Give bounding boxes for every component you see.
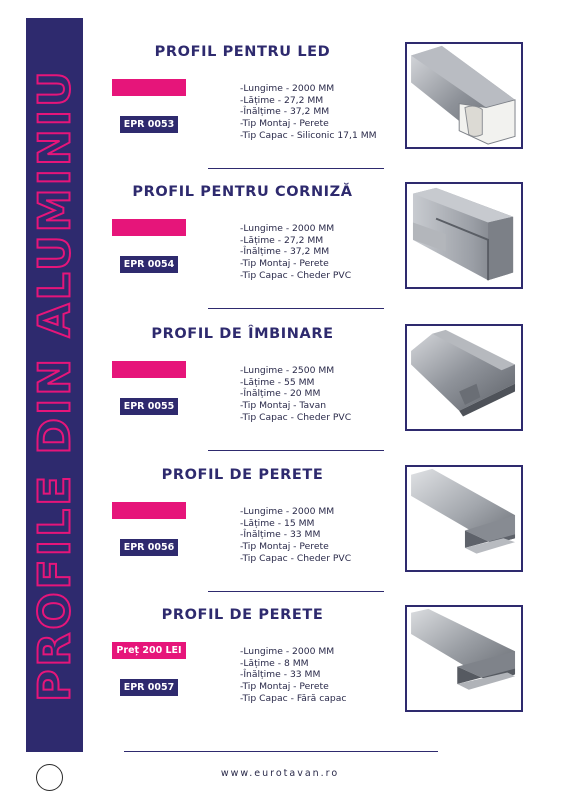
led-profile-photo	[405, 42, 523, 149]
spec-mounting: -Tip Montaj - Perete	[240, 258, 329, 270]
price-badge	[112, 502, 186, 519]
spec-width: -Lățime - 55 MM	[240, 376, 315, 388]
section-divider	[208, 168, 384, 169]
page-marker-circle	[36, 764, 63, 791]
spec-cover: -Tip Capac - Cheder PVC	[240, 269, 352, 281]
price-badge	[112, 361, 186, 378]
product-specs	[240, 223, 400, 282]
product-title: PROFIL DE ÎMBINARE	[151, 326, 334, 342]
product-title: PROFIL PENTRU LED	[154, 44, 331, 60]
spec-cover: -Tip Capac - Fără capac	[240, 692, 347, 704]
spec-length: -Lungime - 2500 MM	[240, 365, 335, 376]
spec-mounting: -Tip Montaj - Perete	[240, 681, 329, 693]
spec-length: -Lungime - 2000 MM	[240, 83, 335, 94]
spec-length: -Lungime - 2000 MM	[240, 646, 335, 657]
spec-cover: -Tip Capac - Cheder PVC	[240, 411, 352, 423]
spec-cover: -Tip Capac - Siliconic 17,1 MM	[240, 129, 377, 141]
section-divider	[208, 308, 384, 309]
wall-profile-photo	[405, 605, 523, 712]
spec-height: -Înălțime - 33 MM	[240, 529, 321, 541]
product-title: PROFIL DE PERETE	[161, 607, 324, 623]
product-code: EPR 0054	[120, 256, 178, 273]
product-specs	[240, 83, 400, 142]
product-card	[100, 326, 530, 466]
spec-mounting: -Tip Montaj - Perete	[240, 541, 329, 553]
product-specs	[240, 506, 400, 565]
price-badge	[112, 79, 186, 96]
footer-website: www.eurotavan.ro	[220, 768, 340, 779]
product-card	[100, 44, 530, 184]
product-code: EPR 0055	[120, 398, 178, 415]
spec-length: -Lungime - 2000 MM	[240, 223, 335, 234]
spec-mounting: -Tip Montaj - Tavan	[240, 400, 327, 412]
spec-width: -Lățime - 27,2 MM	[240, 94, 324, 106]
product-code: EPR 0053	[120, 116, 178, 133]
spec-cover: -Tip Capac - Cheder PVC	[240, 552, 352, 564]
cornice-profile-photo	[405, 182, 523, 289]
spec-height: -Înălțime - 33 MM	[240, 669, 321, 681]
section-divider	[208, 450, 384, 451]
product-card	[100, 607, 530, 747]
product-card	[100, 467, 530, 607]
product-specs	[240, 646, 400, 705]
product-code: EPR 0056	[120, 539, 178, 556]
section-divider	[208, 591, 384, 592]
joining-profile-photo	[405, 324, 523, 431]
footer-divider	[124, 751, 438, 752]
product-card	[100, 184, 530, 324]
product-code: EPR 0057	[120, 679, 178, 696]
spec-width: -Lățime - 27,2 MM	[240, 234, 324, 246]
spec-height: -Înălțime - 20 MM	[240, 388, 321, 400]
spec-width: -Lățime - 8 MM	[240, 657, 309, 669]
sidebar-title: PROFILE DIN ALUMINIU	[29, 68, 80, 702]
sidebar-banner	[26, 18, 83, 752]
spec-height: -Înălțime - 37,2 MM	[240, 246, 330, 258]
spec-height: -Înălțime - 37,2 MM	[240, 106, 330, 118]
product-specs	[240, 365, 400, 424]
product-title: PROFIL DE PERETE	[161, 467, 324, 483]
wall-profile-photo	[405, 465, 523, 572]
price-badge	[112, 219, 186, 236]
spec-width: -Lățime - 15 MM	[240, 517, 315, 529]
product-title: PROFIL PENTRU CORNIZĂ	[132, 184, 353, 200]
price-badge: Preț 200 LEI	[112, 642, 186, 659]
spec-mounting: -Tip Montaj - Perete	[240, 118, 329, 130]
spec-length: -Lungime - 2000 MM	[240, 506, 335, 517]
